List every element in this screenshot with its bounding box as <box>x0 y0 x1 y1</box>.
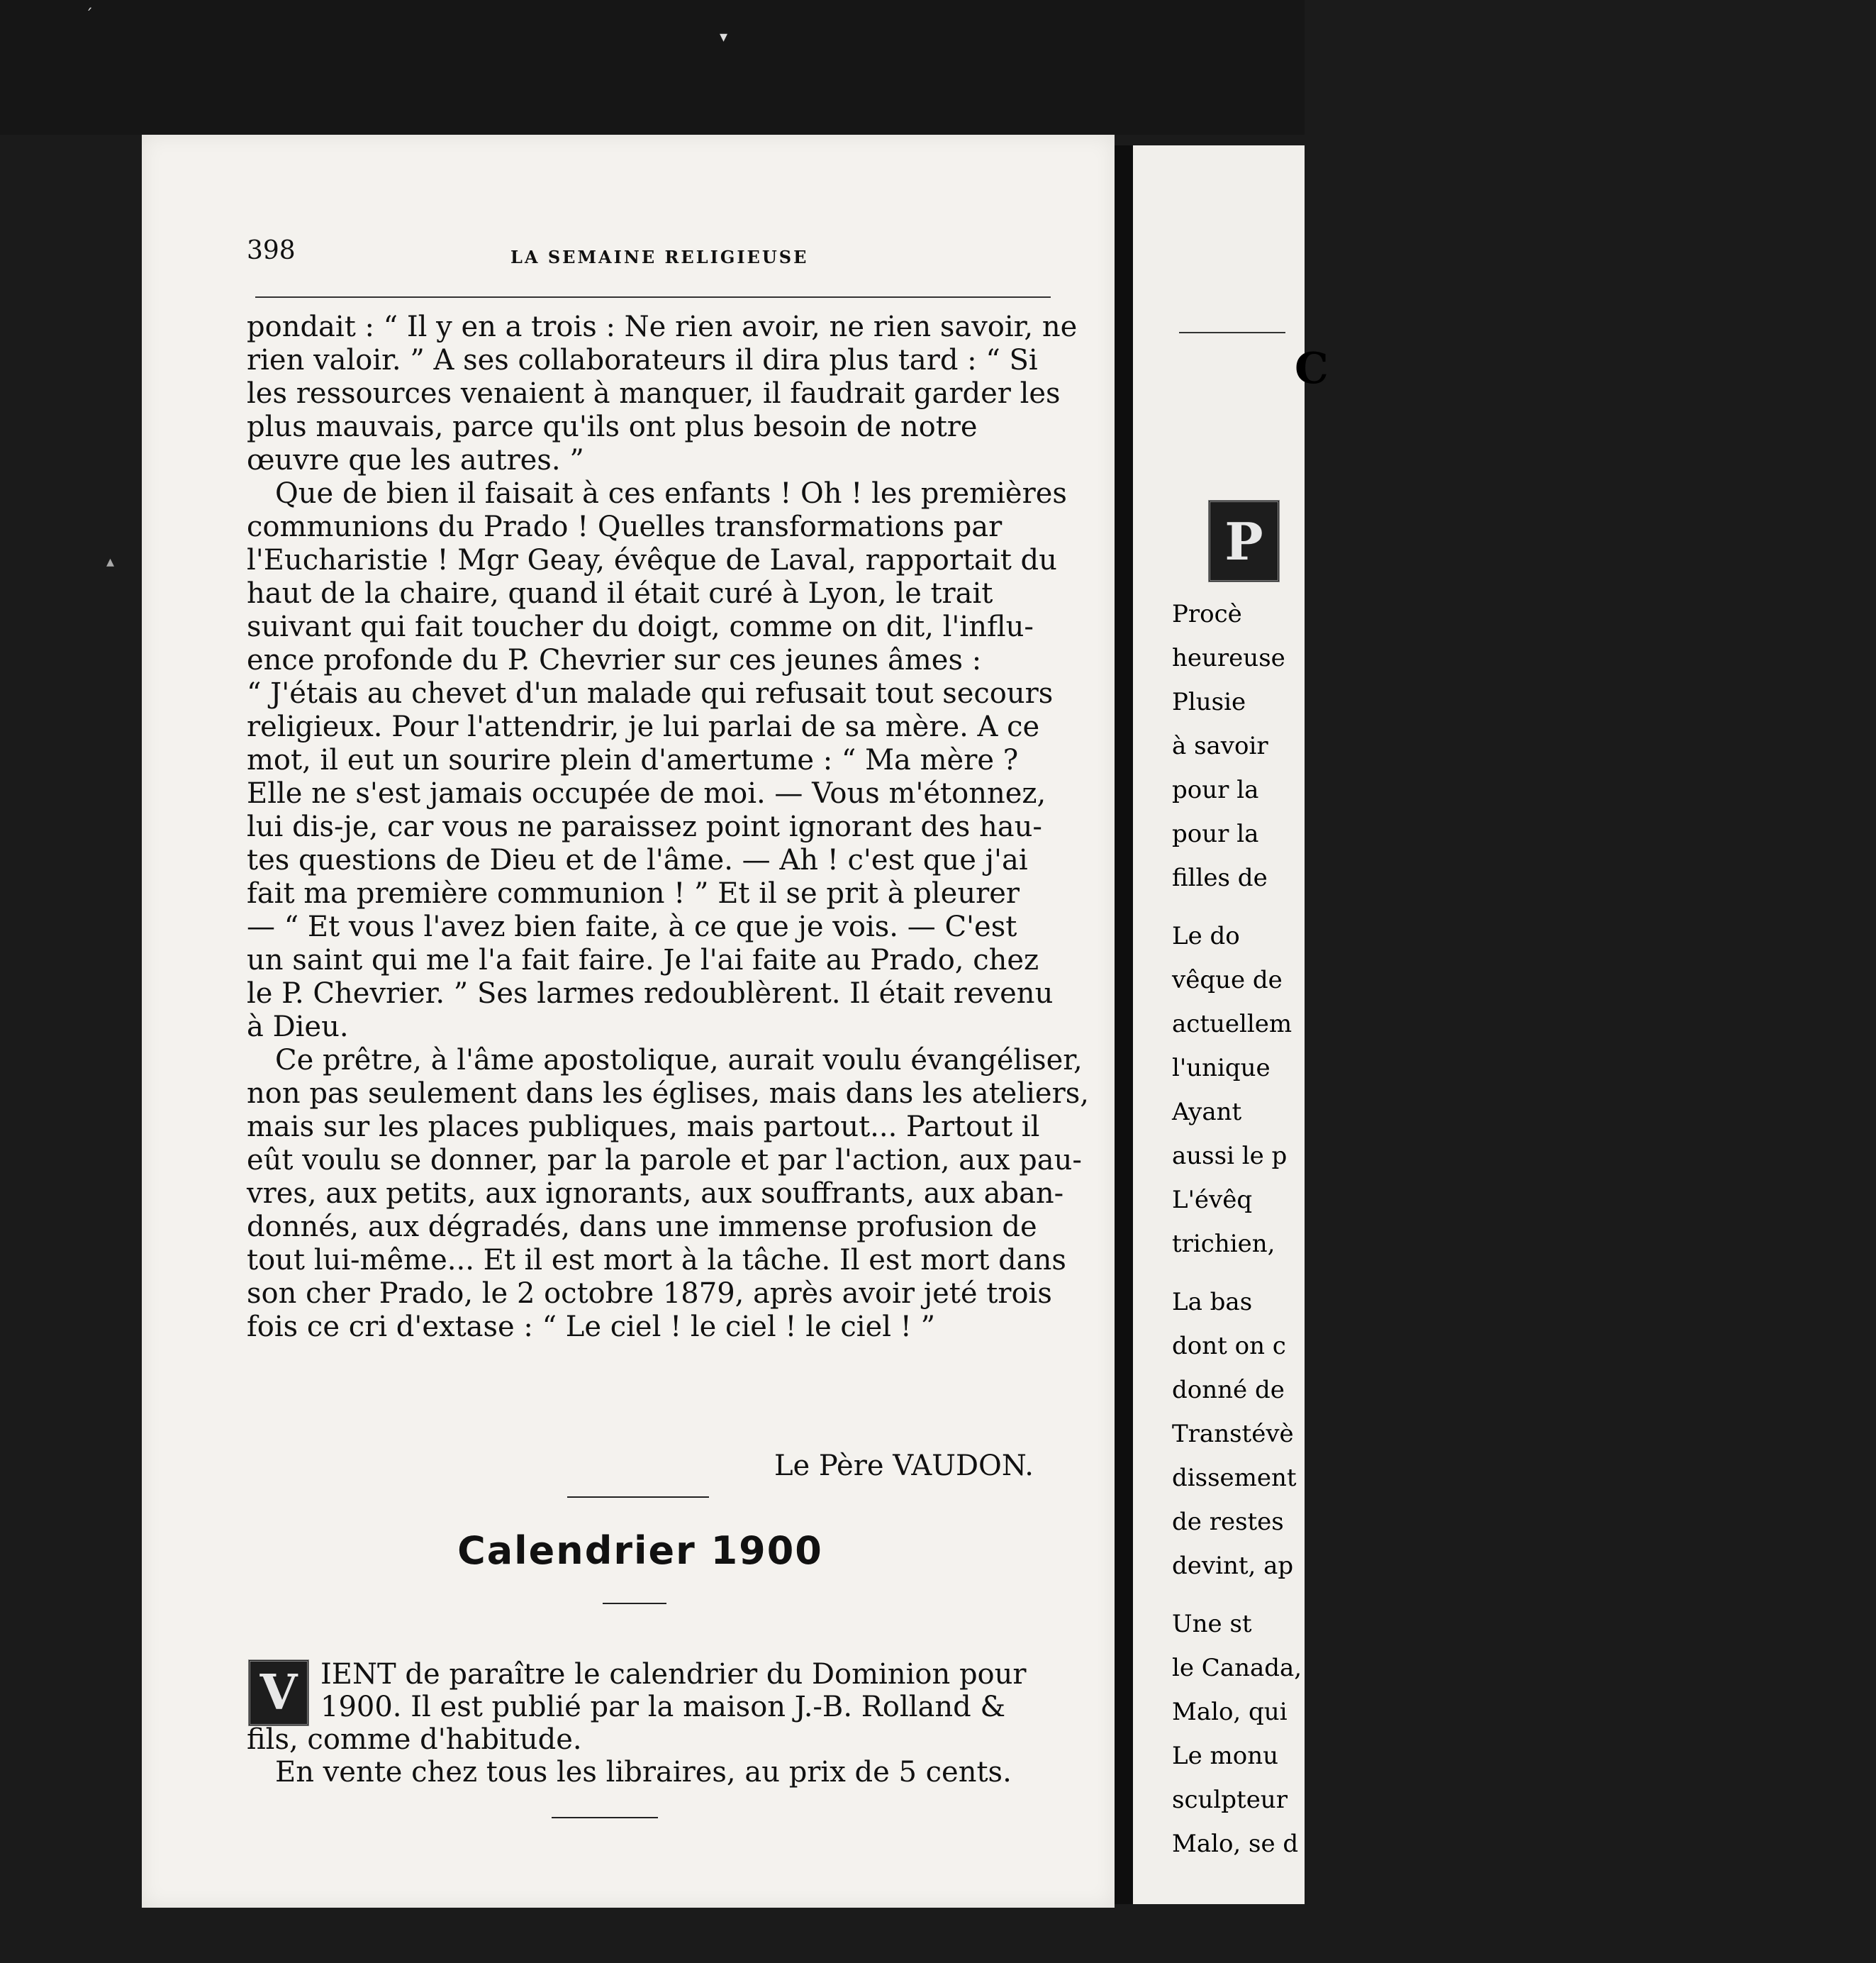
text-line: Ce prêtre, à l'âme apostolique, aurait voulu évangéliser, <box>275 1044 1083 1077</box>
text-line: un saint qui me l'a fait faire. Je l'ai faite au Prado, chez <box>247 944 1039 977</box>
text-line: sculpteur <box>1172 1786 1288 1814</box>
scanned-page <box>142 135 1115 1908</box>
text-line: vres, aux petits, aux ignorants, aux souffrants, aux aban- <box>247 1177 1064 1210</box>
text-line: lui dis-je, car vous ne paraissez point ignorant des hau- <box>247 811 1042 843</box>
text-line: eût voulu se donner, par la parole et par l'action, aux pau- <box>247 1144 1082 1177</box>
article-body <box>247 311 1089 1344</box>
text-line: communions du Prado ! Quelles transformations par <box>247 511 1003 543</box>
text-line: tes questions de Dieu et de l'âme. — Ah ! c'est que j'ai <box>247 844 1028 877</box>
text-line: Que de bien il faisait à ces enfants ! Oh ! les premières <box>275 477 1067 510</box>
text-line: mot, il eut un sourire plein d'amertume : “ Ma mère ? <box>247 744 1019 777</box>
page-number: 398 <box>247 236 296 265</box>
text-line: mais sur les places publiques, mais partout... Partout il <box>247 1111 1040 1143</box>
text-line: pour la <box>1172 820 1259 848</box>
text-line: fils, comme d'habitude. <box>247 1723 582 1756</box>
drop-cap: V <box>248 1659 309 1726</box>
text-line: Le do <box>1172 922 1240 950</box>
text-line: La bas <box>1172 1288 1253 1316</box>
adjacent-page <box>1133 145 1329 1904</box>
text-line: En vente chez tous les libraires, au prix de 5 cents. <box>275 1756 1012 1789</box>
spacer <box>1172 1266 1356 1280</box>
text-line: dissement <box>1172 1464 1297 1492</box>
spacer <box>1172 900 1356 914</box>
text-line: donnés, aux dégradés, dans une immense profusion de <box>247 1211 1037 1243</box>
notice-title: Calendrier 1900 <box>457 1528 823 1573</box>
text-line: — “ Et vous l'avez bien faite, à ce que je vois. — C'est <box>247 911 1017 943</box>
text-line: aussi le p <box>1172 1142 1288 1170</box>
text-line: Procè <box>1172 600 1242 628</box>
text-line: tout lui-même... Et il est mort à la tâche. Il est mort dans <box>247 1244 1066 1277</box>
dust-speck: ´ <box>85 7 93 25</box>
text-line: Le monu <box>1172 1742 1279 1770</box>
text-line: œuvre que les autres. ” <box>247 444 584 477</box>
header-rule <box>255 296 1051 298</box>
text-line: religieux. Pour l'attendrir, je lui parlai de sa mère. A ce <box>247 711 1040 743</box>
text-line: Transtévè <box>1172 1420 1294 1448</box>
text-line: “ J'étais au chevet d'un malade qui refusait tout secours <box>247 677 1054 710</box>
title-divider <box>603 1603 666 1604</box>
text-line: Une st <box>1172 1610 1252 1638</box>
text-line: son cher Prado, le 2 octobre 1879, après avoir jeté trois <box>247 1277 1052 1310</box>
text-line: dont on c <box>1172 1332 1286 1360</box>
notice-body <box>247 1658 1034 1789</box>
text-line: le P. Chevrier. ” Ses larmes redoublèrent. Il était revenu <box>247 977 1054 1010</box>
adjacent-text <box>1172 592 1356 1866</box>
text-line: actuellem <box>1172 1010 1292 1038</box>
text-line: pondait : “ Il y en a trois : Ne rien avoir, ne rien savoir, ne <box>247 311 1078 343</box>
section-divider <box>567 1496 709 1498</box>
drop-cap: P <box>1208 500 1280 582</box>
text-line: l'Eucharistie ! Mgr Geay, évêque de Laval, rapportait du <box>247 544 1057 577</box>
text-line: Plusie <box>1172 688 1246 716</box>
text-line: L'évêq <box>1172 1186 1253 1214</box>
text-line: fois ce cri d'extase : “ Le ciel ! le ciel ! le ciel ! ” <box>247 1311 936 1343</box>
text-line: Malo, qui <box>1172 1698 1288 1726</box>
spacer <box>1172 1588 1356 1602</box>
text-line: Ayant <box>1172 1098 1242 1126</box>
text-line: vêque de <box>1172 966 1283 994</box>
text-line: Malo, se d <box>1172 1830 1299 1858</box>
text-line: heureuse <box>1172 644 1285 672</box>
text-line: les ressources venaient à manquer, il faudrait garder les <box>247 377 1061 410</box>
text-line: à Dieu. <box>247 1011 349 1043</box>
text-line: non pas seulement dans les églises, mais dans les ateliers, <box>247 1077 1089 1110</box>
text-line: devint, ap <box>1172 1552 1294 1580</box>
text-line: IENT de paraître le calendrier du Dominion pour <box>320 1658 1027 1691</box>
text-line: de restes <box>1172 1508 1284 1536</box>
text-line: trichien, <box>1172 1230 1275 1258</box>
text-line: suivant qui fait toucher du doigt, comme on dit, l'influ- <box>247 611 1034 643</box>
book-gutter <box>1115 145 1133 1904</box>
closing-divider <box>552 1817 658 1818</box>
text-line: pour la <box>1172 776 1259 804</box>
text-line: Elle ne s'est jamais occupée de moi. — Vous m'étonnez, <box>247 777 1046 810</box>
text-line: plus mauvais, parce qu'ils ont plus besoin de notre <box>247 411 978 443</box>
running-title: LA SEMAINE RELIGIEUSE <box>510 247 809 267</box>
heading-fragment: C <box>1295 344 1329 394</box>
scanner-background <box>0 0 1305 135</box>
text-line: haut de la chaire, quand il était curé à Lyon, le trait <box>247 577 993 610</box>
text-line: rien valoir. ” A ses collaborateurs il dira plus tard : “ Si <box>247 344 1038 377</box>
header-rule <box>1179 332 1285 333</box>
dust-speck: ▴ <box>106 553 115 571</box>
dust-speck: ▾ <box>720 28 728 46</box>
text-line: fait ma première communion ! ” Et il se prit à pleurer <box>247 877 1020 910</box>
text-line: le Canada, <box>1172 1654 1302 1682</box>
text-line: filles de <box>1172 864 1268 892</box>
text-line: 1900. Il est publié par la maison J.-B. Rolland & <box>320 1691 1006 1723</box>
author-signature: Le Père VAUDON. <box>774 1450 1034 1482</box>
text-line: à savoir <box>1172 732 1268 760</box>
text-line: ence profonde du P. Chevrier sur ces jeunes âmes : <box>247 644 982 677</box>
text-line: l'unique <box>1172 1054 1271 1082</box>
text-line: donné de <box>1172 1376 1285 1404</box>
